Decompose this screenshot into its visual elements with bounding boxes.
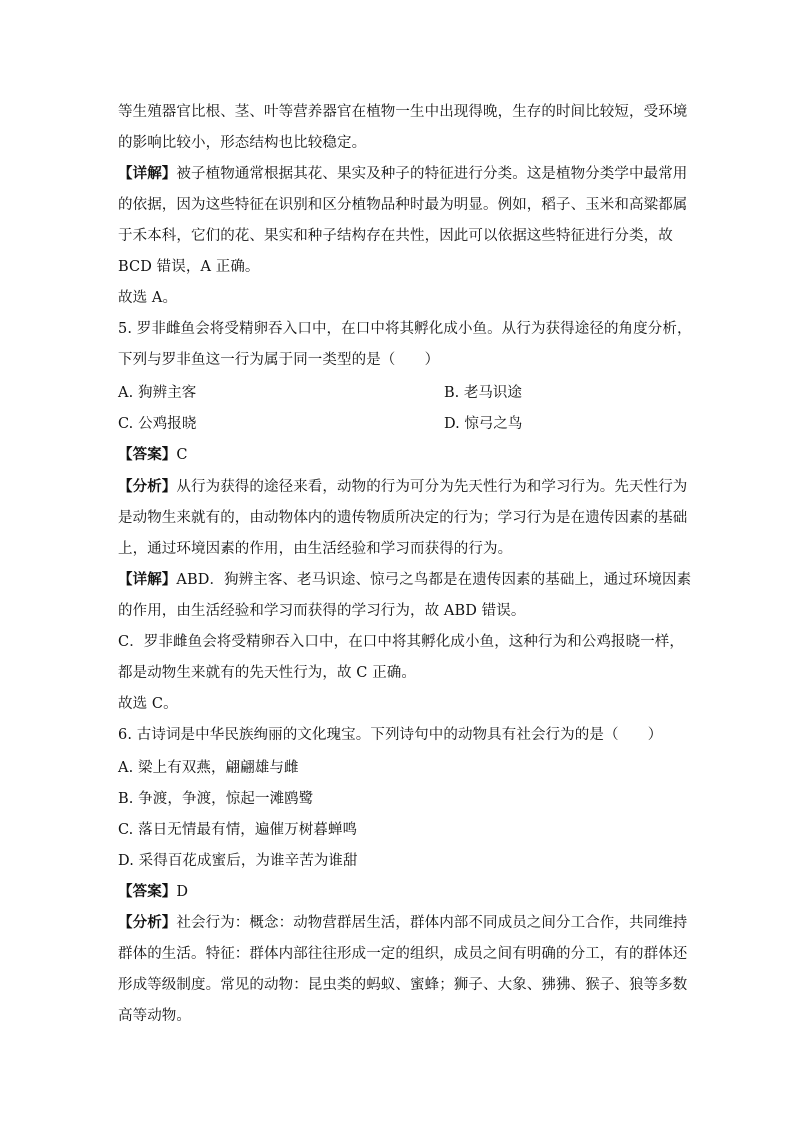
detail-line — [118, 164, 687, 184]
answer-tag: 【答案】 — [118, 883, 177, 900]
text-line: BCD 错误，A 正确。 — [118, 259, 260, 275]
conclusion-line: 故选 A。 — [118, 290, 178, 306]
answer-line — [118, 445, 188, 465]
text-line: 上，通过环境因素的作用，由生活经验和学习而获得的行为。 — [118, 541, 513, 557]
text-line: C．罗非雌鱼会将受精卵吞入口中，在口中将其孵化成小鱼，这种行为和公鸡报晓一样， — [118, 634, 684, 650]
text-line: 形成等级制度。常见的动物：昆虫类的蚂蚁、蜜蜂；狮子、大象、狒狒、猴子、狼等多数 — [118, 977, 688, 993]
option-d: D. 惊弓之鸟 — [444, 416, 523, 432]
answer-line — [118, 882, 188, 902]
text-span: D — [176, 884, 189, 900]
text-line: 群体的生活。特征：群体内部往往形成一定的组织，成员之间有明确的分工，有的群体还 — [118, 946, 688, 962]
text-span: 从行为获得的途径来看，动物的行为可分为先天性行为和学习行为。先天性行为 — [176, 479, 688, 495]
text-line: 的作用，由生活经验和学习而获得的学习行为，故 ABD 错误。 — [118, 603, 526, 619]
text-span: ABD．狗辨主客、老马识途、惊弓之鸟都是在遗传因素的基础上，通过环境因素 — [176, 572, 692, 588]
text-line: 于禾本科，它们的花、果实和种子结构存在共性，因此可以依据这些特征进行分类，故 — [118, 228, 673, 244]
question-5-line: 5. 罗非雌鱼会将受精卵吞入口中，在口中将其孵化成小鱼。从行为获得途径的角度分析， — [118, 321, 692, 337]
option-a: A. 狗辨主客 — [118, 385, 197, 401]
analysis-line — [118, 477, 687, 497]
question-5-line: 下列与罗非鱼这一行为属于同一类型的是（ ） — [118, 352, 440, 368]
text-line: 是动物生来就有的，由动物体内的遗传物质所决定的行为；学习行为是在遗传因素的基础 — [118, 510, 688, 526]
text-line: 的依据，因为这些特征在识别和区分植物品种时最为明显。例如，稻子、玉米和高粱都属 — [118, 197, 688, 213]
text-line: 等生殖器官比根、茎、叶等营养器官在植物一生中出现得晚，生存的时间比较短，受环境 — [118, 104, 688, 120]
conclusion-line: 故选 C。 — [118, 696, 178, 712]
text-span: 被子植物通常根据其花、果实及种子的特征进行分类。这是植物分类学中最常用 — [176, 166, 688, 182]
option-d: D. 采得百花成蜜后，为谁辛苦为谁甜 — [118, 853, 358, 869]
text-line: 高等动物。 — [118, 1008, 191, 1024]
text-line: 都是动物生来就有的先天性行为，故 C 正确。 — [118, 665, 417, 681]
text-span: C — [176, 447, 188, 463]
option-b: B. 老马识途 — [444, 385, 522, 401]
answer-tag: 【答案】 — [118, 446, 177, 463]
option-a: A. 梁上有双燕，翩翩雄与雌 — [118, 760, 299, 776]
option-b: B. 争渡，争渡，惊起一滩鸥鹭 — [118, 791, 314, 807]
analysis-line — [118, 913, 687, 933]
detail-tag: 【详解】 — [118, 571, 177, 588]
detail-tag: 【详解】 — [118, 165, 177, 182]
option-c: C. 落日无情最有情，遍催万树暮蝉鸣 — [118, 822, 358, 838]
option-c: C. 公鸡报晓 — [118, 416, 197, 432]
text-line: 的影响比较小，形态结构也比较稳定。 — [118, 135, 367, 151]
analysis-tag: 【分析】 — [118, 478, 177, 495]
detail-line — [118, 570, 691, 590]
text-span: 社会行为：概念：动物营群居生活，群体内部不同成员之间分工合作，共同维持 — [176, 915, 688, 931]
analysis-tag: 【分析】 — [118, 914, 177, 931]
question-6-line: 6. 古诗词是中华民族绚丽的文化瑰宝。下列诗句中的动物具有社会行为的是（ ） — [118, 727, 663, 743]
